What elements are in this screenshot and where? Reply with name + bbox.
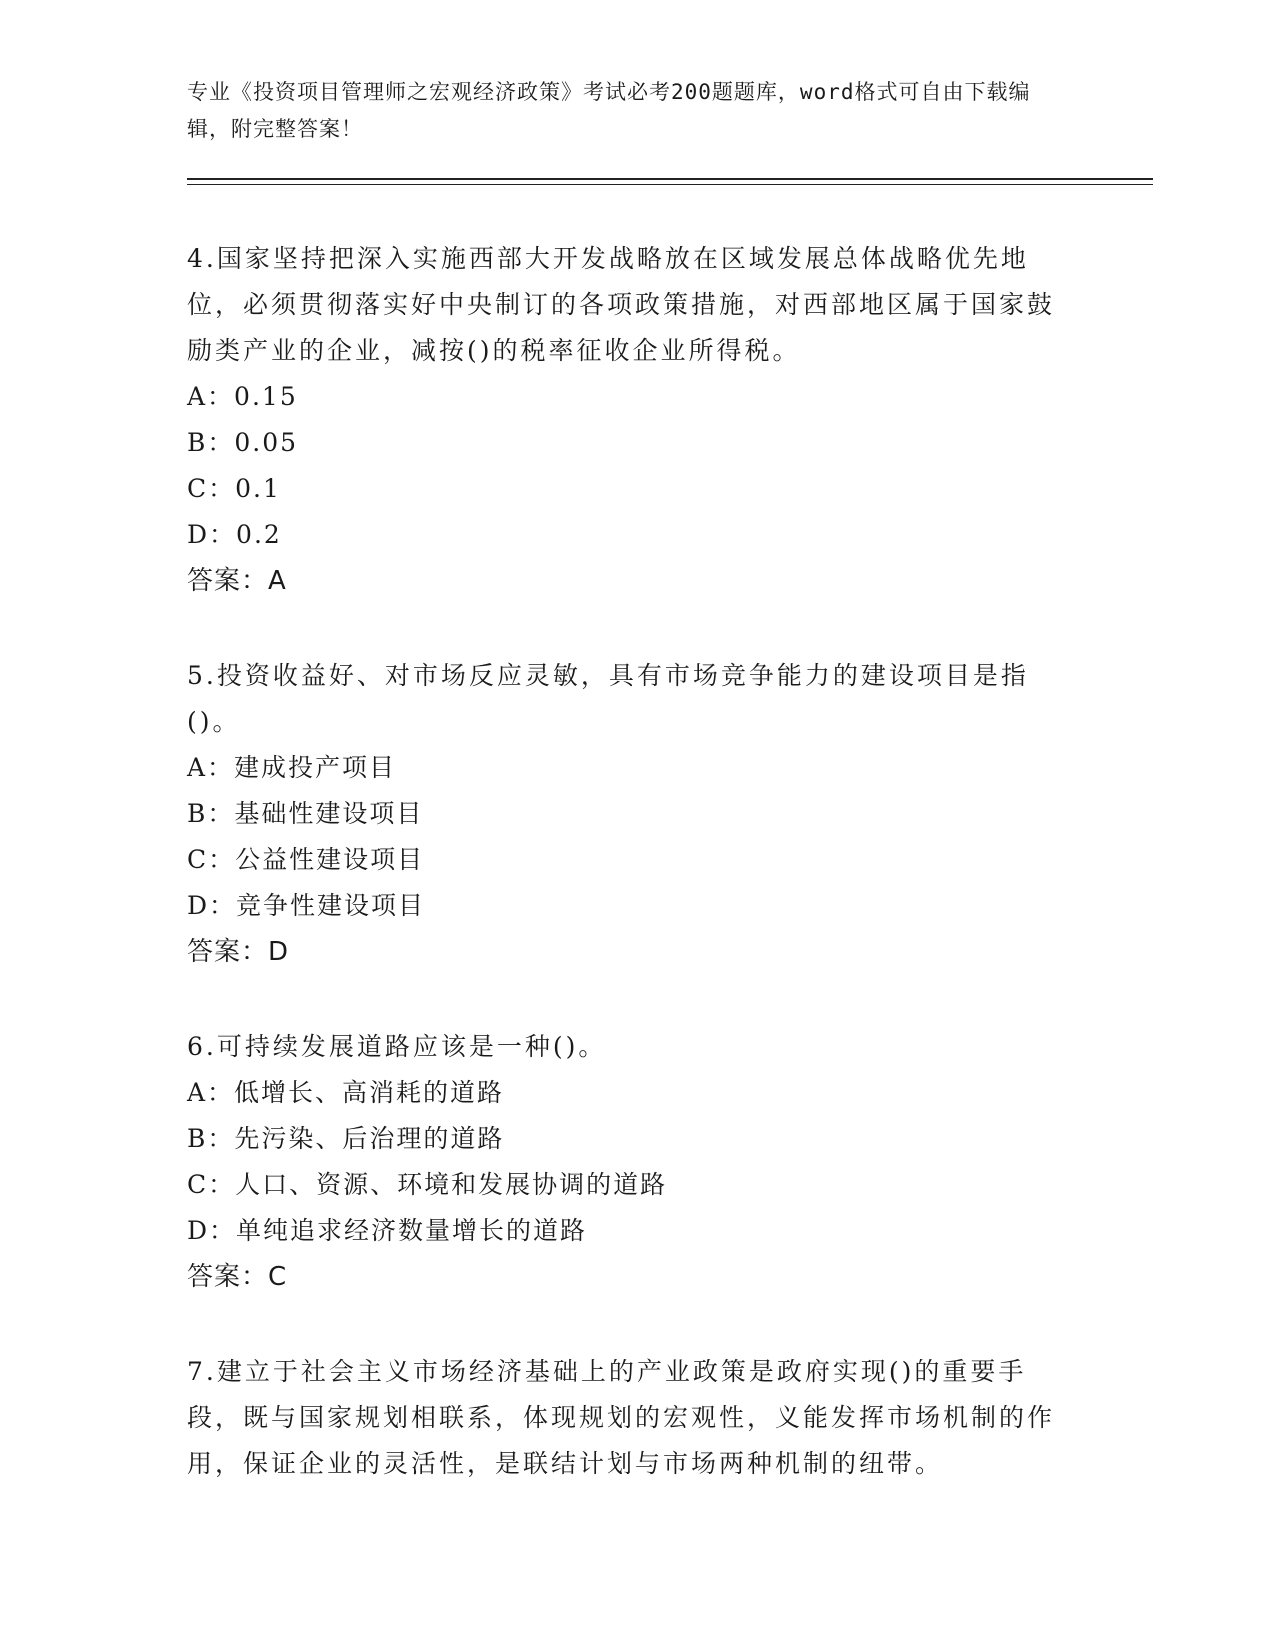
answer: 答案：D <box>187 937 290 967</box>
option-c: C：公益性建设项目 <box>187 845 425 874</box>
question-text: 7.建立于社会主义市场经济基础上的产业政策是政府实现()的重要手段，既与国家规划相联系，体现规划的宏观性，义能发挥市场机制的作用，保证企业的灵活性，是联结计划与市场两种机制的纽带。 <box>187 1357 1056 1478</box>
option-b: B：先污染、后治理的道路 <box>187 1124 505 1153</box>
option-d: D：0.2 <box>187 520 282 549</box>
option-b: B：基础性建设项目 <box>187 799 424 828</box>
answer: 答案：C <box>187 1262 288 1292</box>
question-5 <box>187 653 1067 975</box>
question-4 <box>187 236 1067 604</box>
option-a: A：建成投产项目 <box>187 753 397 782</box>
option-c: C：0.1 <box>187 474 281 503</box>
question-text: 4.国家坚持把深入实施西部大开发战略放在区域发展总体战略优先地位，必须贯彻落实好中央制订的各项政策措施，对西部地区属于国家鼓励类产业的企业，减按()的税率征收企业所得税。 <box>187 244 1056 365</box>
answer: 答案：A <box>187 566 287 596</box>
question-list <box>187 236 1067 1536</box>
header-rule-thin <box>187 184 1153 185</box>
option-b: B：0.05 <box>187 428 299 457</box>
option-d: D：单纯追求经济数量增长的道路 <box>187 1216 588 1245</box>
question-6 <box>187 1024 1067 1300</box>
option-a: A：低增长、高消耗的道路 <box>187 1078 505 1107</box>
question-text: 5.投资收益好、对市场反应灵敏，具有市场竞争能力的建设项目是指()。 <box>187 661 1029 736</box>
question-text: 6.可持续发展道路应该是一种()。 <box>187 1032 607 1061</box>
option-c: C：人口、资源、环境和发展协调的道路 <box>187 1170 668 1199</box>
option-a: A：0.15 <box>187 382 298 411</box>
header-rule-thick <box>187 178 1153 180</box>
question-7 <box>187 1349 1067 1487</box>
page-header: 专业《投资项目管理师之宏观经济政策》考试必考200题题库，word格式可自由下载编辑，附完整答案！ <box>187 80 1031 141</box>
option-d: D：竞争性建设项目 <box>187 891 426 920</box>
